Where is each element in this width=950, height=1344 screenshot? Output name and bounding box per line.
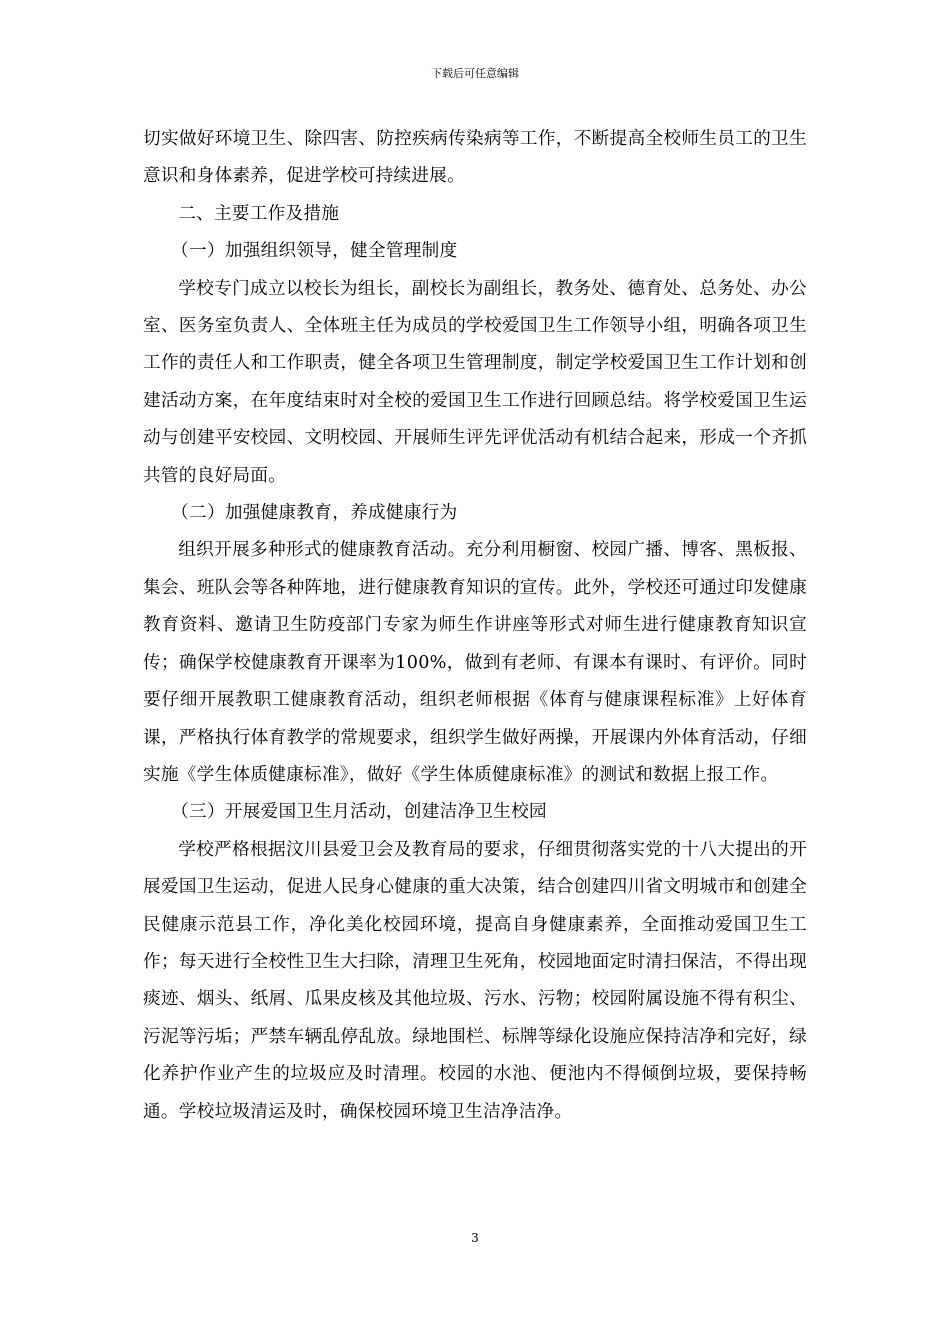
section-heading-main-work: 二、主要工作及措施 (178, 203, 340, 224)
subsection-heading-3: （三）开展爱国卫生月活动，创建洁净卫生校园 (171, 802, 547, 823)
paragraph-campus-hygiene: 学校严格根据汶川县爱卫会及教育局的要求，仔细贯彻落实党的十八大提出的开展爱国卫生运动，促进人民身心健康的重大决策，结合创建四川省文明城市和创建全民健康示范县工作，净化美化校园环境，提高自身健康素养，全面推动爱国卫生工作；每天进行全校性卫生大扫除，清理卫生死角，校园地面定时清扫保洁，不得出现痰迹、烟头、纸屑、瓜果皮核及其他垃圾、污水、污物；校园附属设施不得有积尘、污泥等污垢；严禁车辆乱停乱放。绿地围栏、标牌等绿化设施应保持洁净和完好，绿化养护作业产生的垃圾应及时清理。校园的水池、便池内不得倾倒垃圾，要保持畅通。学校垃圾清运及时，确保校园环境卫生洁净洁净。 (143, 839, 807, 1122)
page-header: 下载后可任意编辑 (431, 67, 519, 80)
document-body (143, 121, 807, 1131)
page-number: 3 (471, 1231, 479, 1245)
subsection-heading-1: （一）加强组织领导，健全管理制度 (171, 241, 458, 262)
paragraph-continuation: 切实做好环境卫生、除四害、防控疾病传染病等工作，不断提高全校师生员工的卫生意识和身体素养，促进学校可持续进展。 (143, 129, 807, 187)
paragraph-organization: 学校专门成立以校长为组长，副校长为副组长，教务处、德育处、总务处、办公室、医务室负责人、全体班主任为成员的学校爱国卫生工作领导小组，明确各项卫生工作的责任人和工作职责，健全各项卫生管理制度，制定学校爱国卫生工作计划和创建活动方案，在年度结束时对全校的爱国卫生工作进行回顾总结。将学校爱国卫生运动与创建平安校园、文明校园、开展师生评先评优活动有机结合起来，形成一个齐抓共管的良好局面。 (143, 278, 807, 486)
paragraph-health-education: 组织开展多种形式的健康教育活动。充分利用橱窗、校园广播、博客、黑板报、集会、班队会等各种阵地，进行健康教育知识的宣传。此外，学校还可通过印发健康教育资料、邀请卫生防疫部门专家为师生作讲座等形式对师生进行健康教育知识宣传；确保学校健康教育开课率为100%，做到有老师、有课本有课时、有评价。同时要仔细开展教职工健康教育活动，组织老师根据《体育与健康课程标准》上好体育课，严格执行体育教学的常规要求，组织学生做好两操，开展课内外体育活动，仔细实施《学生体质健康标准》，做好《学生体质健康标准》的测试和数据上报工作。 (143, 540, 807, 785)
subsection-heading-2: （二）加强健康教育，养成健康行为 (171, 503, 458, 524)
